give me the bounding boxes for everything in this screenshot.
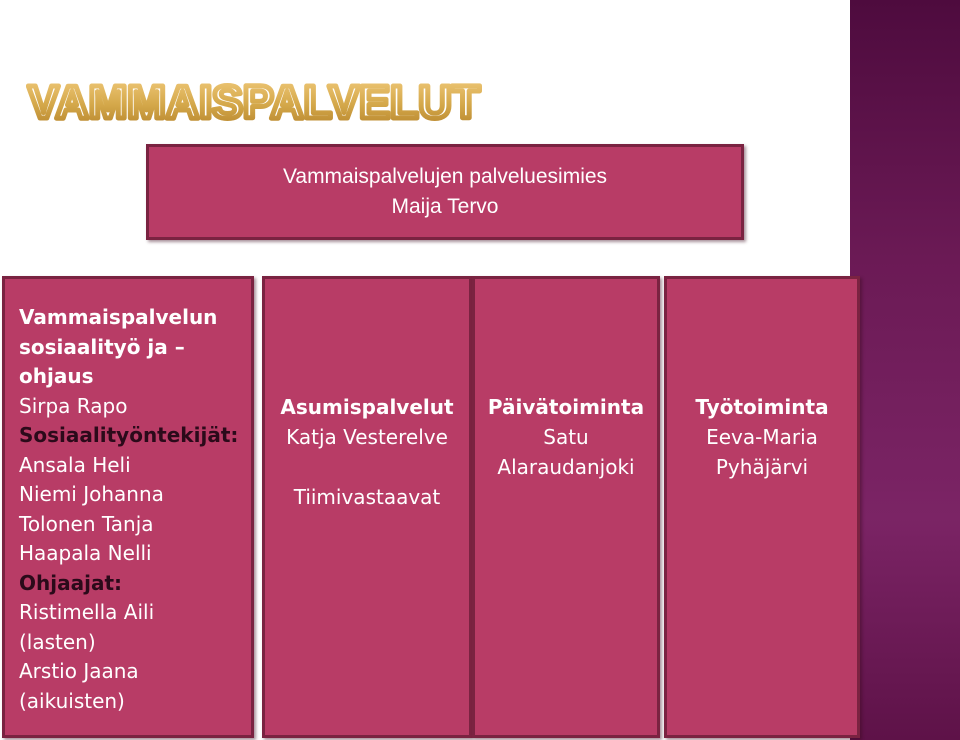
decorative-side-bar — [850, 0, 960, 740]
advisor-entry: (aikuisten) — [19, 688, 125, 713]
work-activity-box — [664, 276, 860, 738]
worker-name: Niemi Johanna — [19, 482, 164, 506]
social-work-heading-2: sosiaalityö ja – — [19, 334, 185, 359]
supervisor-title: Vammaispalvelujen palveluesimies — [282, 165, 608, 188]
work-activity-lead-last: Pyhäjärvi — [715, 455, 809, 479]
page-title — [26, 76, 496, 126]
advisor-entry: Arstio Jaana — [19, 659, 139, 683]
day-activity-title: Päivätoiminta — [487, 395, 645, 419]
worker-name: Tolonen Tanja — [19, 511, 154, 536]
work-activity-title: Työtoiminta — [695, 395, 829, 419]
housing-services-title: Asumispalvelut — [280, 395, 454, 419]
advisors-label: Ohjaajat: — [19, 570, 122, 595]
page-title-text: VAMMAISPALVELUT — [28, 76, 480, 126]
work-activity-lead-first: Eeva-Maria — [706, 425, 818, 449]
worker-name: Ansala Heli — [19, 452, 131, 477]
advisor-entry: Ristimella Aili — [19, 600, 155, 624]
supervisor-box — [146, 144, 744, 240]
social-work-heading-1: Vammaispalvelun — [19, 305, 218, 329]
team-leaders-label: Tiimivastaavat — [293, 485, 441, 509]
day-activity-lead-first: Satu — [543, 425, 589, 449]
workers-label: Sosiaalityöntekijät: — [19, 423, 239, 447]
advisor-entry: (lasten) — [19, 629, 96, 654]
worker-name: Haapala Nelli — [19, 541, 152, 565]
housing-services-box — [262, 276, 472, 738]
housing-services-lead: Katja Vesterelve — [286, 425, 448, 449]
social-work-box — [2, 276, 254, 738]
supervisor-name: Maija Tervo — [391, 195, 499, 218]
social-work-heading-3: ohjaus — [19, 364, 94, 388]
social-work-lead: Sirpa Rapo — [19, 393, 128, 418]
day-activity-lead-last: Alaraudanjoki — [497, 455, 635, 479]
day-activity-box — [472, 276, 660, 738]
